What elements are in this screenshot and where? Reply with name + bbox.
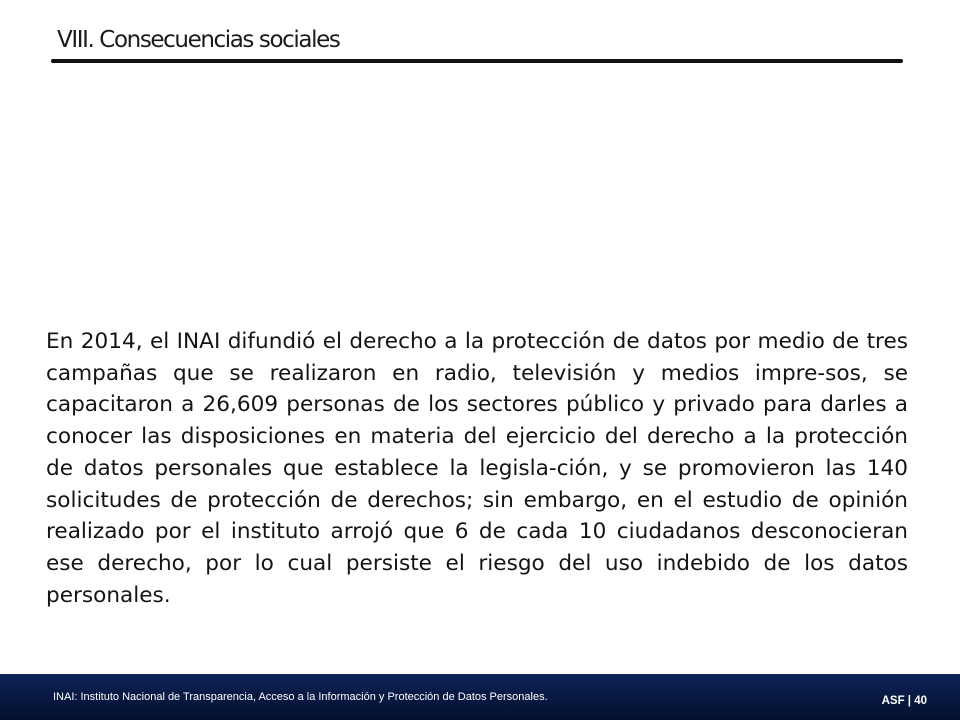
footer-note: INAI: Instituto Nacional de Transparencia, Acceso a la Información y Protección de Datos Personales.: [53, 691, 548, 703]
page-number: ASF | 40: [881, 695, 927, 707]
footer-bar: [0, 674, 960, 720]
body-paragraph: En 2014, el INAI difundió el derecho a la protección de datos por medio de tres campañas que se realizaron en radio, televisión y medios impre-sos, se capacitaron a 26,609 personas de los sectores público y privado para darles a conocer las disposiciones en materia del ejercicio del derecho a la protección de datos personales que establece la legisla-ción, y se promovieron las 140 solicitudes de protección de derechos; sin embargo, en el estudio de opinión realizado por el instituto arrojó que 6 de cada 10 ciudadanos desconocieran ese derecho, por lo cual persiste el riesgo del uso indebido de los datos personales.: [46, 329, 908, 608]
slide-title: VIII. Consecuencias sociales: [57, 27, 340, 53]
title-divider: [51, 59, 903, 63]
